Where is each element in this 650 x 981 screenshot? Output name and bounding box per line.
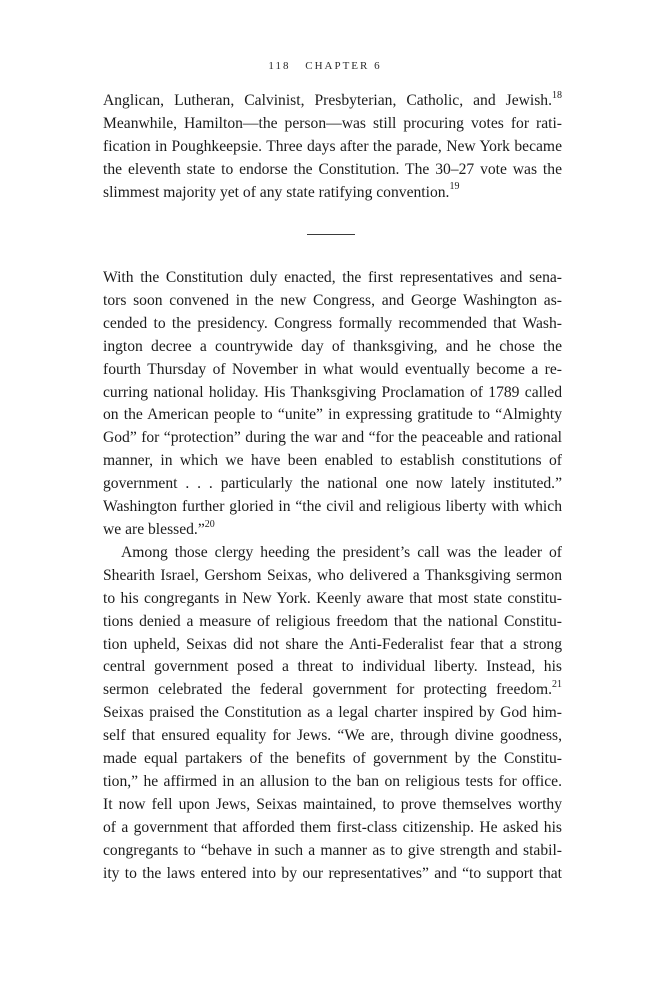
section-break-rule: [307, 234, 355, 235]
text-line: fication in Poughkeepsie. Three days after the parade, New York became: [103, 137, 562, 155]
text-line: With the Constitution duly enacted, the first representatives and sena-: [103, 269, 562, 286]
text-line: Among those clergy heeding the president’s call was the leader of: [121, 543, 562, 561]
text-line: ity to the laws entered into by our representatives” and “to support that: [103, 864, 562, 882]
text-line: Meanwhile, Hamilton—the person—was still procuring votes for rati-: [103, 114, 562, 132]
text-line: tors soon convened in the new Congress, and George Washington as-: [103, 291, 562, 309]
text-line: Anglican, Lutheran, Calvinist, Presbyterian, Catholic, and Jewish.$^{18}$: [103, 89, 562, 109]
footnote-ref: 20: [204, 518, 215, 530]
footnote-ref: 19: [449, 181, 460, 193]
text-line: Washington further gloried in “the civil and religious liberty with which: [103, 498, 562, 516]
text-line: central government posed a threat to individual liberty. Instead, his: [103, 658, 562, 676]
text-line: government . . . particularly the national one now lately instituted.”: [103, 475, 562, 493]
text-line: slimmest majority yet of any state ratifying convention.$^{19}$: [103, 181, 460, 201]
text-line: of a government that afforded them first-class citizenship. He asked his: [103, 818, 562, 836]
text-line: tion,” he affirmed in an allusion to the ban on religious tests for office.: [103, 772, 562, 790]
text-line: self that ensured equality for Jews. “We are, through divine goodness,: [103, 727, 562, 745]
text-line: to his congregants in New York. Keenly aware that most state constitu-: [103, 589, 562, 607]
footnote-ref: 21: [552, 679, 562, 691]
running-head: [0, 60, 650, 72]
text-line: congregants to “behave in such a manner as to give strength and stabil-: [103, 841, 562, 859]
text-line: tion upheld, Seixas did not share the Anti-Federalist fear that a strong: [103, 635, 562, 653]
footnote-ref: 18: [552, 89, 562, 101]
text-line: tions denied a measure of religious freedom that the national Constitu-: [103, 612, 562, 630]
text-line: curring national holiday. His Thanksgiving Proclamation of 1789 called: [103, 383, 562, 401]
text-line: cended to the presidency. Congress formally recommended that Wash-: [103, 314, 562, 332]
text-line: sermon celebrated the federal government for protecting freedom.$^{21}$: [103, 679, 562, 699]
text-line: we are blessed.”$^{20}$: [103, 518, 215, 538]
paragraph-ratification: [103, 90, 562, 205]
body-text: [103, 267, 562, 885]
paragraph-seixas: [103, 542, 562, 886]
paragraph-thanksgiving: [103, 267, 562, 542]
text-line: God” for “protection” during the war and “for the peaceable and rational: [103, 429, 562, 447]
text-line: It now fell upon Jews, Seixas maintained, to prove themselves worthy: [103, 795, 562, 813]
text-line: manner, in which we have been enabled to establish constitutions of: [103, 452, 562, 470]
page-number: 118: [268, 60, 291, 72]
text-line: Shearith Israel, Gershom Seixas, who delivered a Thanksgiving sermon: [103, 566, 562, 584]
text-line: made equal partakers of the benefits of government by the Constitu-: [103, 750, 562, 768]
text-line: the eleventh state to endorse the Constitution. The 30–27 vote was the: [103, 160, 562, 178]
chapter-label: CHAPTER 6: [305, 60, 382, 72]
text-line: Seixas praised the Constitution as a legal charter inspired by God him-: [103, 704, 562, 722]
text-line: on the American people to “unite” in expressing gratitude to “Almighty: [103, 406, 562, 424]
text-line: ington decree a countrywide day of thanksgiving, and he chose the: [103, 337, 562, 355]
text-line: fourth Thursday of November in what would eventually become a re-: [103, 360, 562, 378]
